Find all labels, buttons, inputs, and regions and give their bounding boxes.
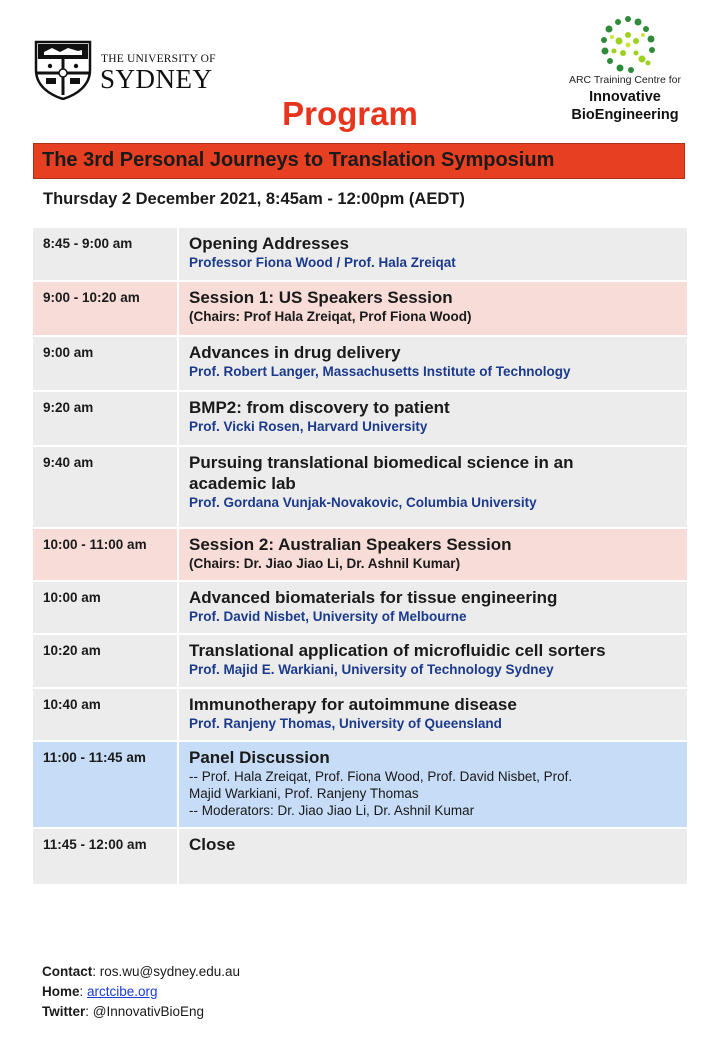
session-time: 9:00 am: [33, 337, 179, 390]
contact-footer: [42, 962, 240, 1022]
twitter-label: Twitter: [42, 1004, 86, 1019]
session-chairs: (Chairs: Dr. Jiao Jiao Li, Dr. Ashnil Kumar): [189, 556, 461, 571]
session-time: 9:20 am: [33, 392, 179, 445]
talk-title-line1: Pursuing translational biomedical science in an: [189, 453, 574, 472]
session-time: 10:40 am: [33, 689, 179, 740]
talk-title-line2: academic lab: [189, 474, 296, 493]
twitter-line: Twitter: @InnovativBioEng: [42, 1004, 205, 1019]
table-row: [33, 829, 687, 886]
table-row: [33, 582, 687, 635]
talk-title: BMP2: from discovery to patient: [189, 398, 450, 417]
session-title: Session 2: Australian Speakers Session: [189, 535, 512, 554]
talk-speaker: Prof. Vicki Rosen, Harvard University: [189, 419, 428, 434]
university-crest-icon: [34, 40, 92, 100]
session-time: 10:00 - 11:00 am: [33, 529, 179, 580]
session-time: 8:45 - 9:00 am: [33, 228, 179, 280]
table-row: [33, 447, 687, 529]
table-row: [33, 742, 687, 829]
arc-name-line2: BioEngineering: [571, 107, 679, 123]
talk-title: Immunotherapy for autoimmune disease: [189, 695, 517, 714]
panel-title: Panel Discussion: [189, 748, 330, 767]
table-row: [33, 228, 687, 282]
bioengineering-network-icon: [598, 15, 658, 77]
contact-label: Contact: [42, 964, 93, 979]
home-line: Home: arctcibe.org: [42, 984, 158, 999]
session-title: Opening Addresses: [189, 234, 349, 253]
table-row: [33, 392, 687, 447]
session-title: Session 1: US Speakers Session: [189, 288, 453, 307]
talk-speaker: Prof. Majid E. Warkiani, University of Technology Sydney: [189, 662, 554, 677]
arc-name-line1: Innovative: [589, 89, 661, 105]
talk-speaker: Prof. Robert Langer, Massachusetts Institute of Technology: [189, 364, 571, 379]
session-time: 9:00 - 10:20 am: [33, 282, 179, 335]
symposium-title: The 3rd Personal Journeys to Translation Symposium: [42, 149, 555, 171]
home-label: Home: [42, 984, 80, 999]
session-chairs: (Chairs: Prof Hala Zreiqat, Prof Fiona Wood): [189, 309, 472, 324]
home-link[interactable]: arctcibe.org: [87, 984, 158, 999]
panel-moderators: -- Moderators: Dr. Jiao Jiao Li, Dr. Ashnil Kumar: [189, 803, 475, 818]
university-name-line1: THE UNIVERSITY OF: [101, 53, 216, 65]
symposium-banner: [33, 143, 685, 179]
arc-caption: ARC Training Centre for: [568, 74, 682, 86]
page-title: Program: [282, 95, 418, 132]
session-time: 11:00 - 11:45 am: [33, 742, 179, 827]
program-table: [33, 228, 687, 886]
contact-email[interactable]: ros.wu@sydney.edu.au: [99, 964, 241, 979]
table-row: [33, 635, 687, 689]
session-time: 9:40 am: [33, 447, 179, 527]
session-time: 10:00 am: [33, 582, 179, 633]
talk-speaker: Prof. Ranjeny Thomas, University of Queensland: [189, 716, 502, 731]
twitter-handle[interactable]: @InnovativBioEng: [92, 1004, 205, 1019]
talk-title: Translational application of microfluidic cell sorters: [189, 641, 606, 660]
contact-line: Contact: ros.wu@sydney.edu.au: [42, 964, 241, 979]
session-speaker: Professor Fiona Wood / Prof. Hala Zreiqat: [189, 255, 456, 270]
session-time: 11:45 - 12:00 am: [33, 829, 179, 884]
session-title: Close: [189, 835, 236, 854]
event-date: Thursday 2 December 2021, 8:45am - 12:00pm (AEDT): [43, 190, 465, 208]
talk-speaker: Prof. Gordana Vunjak-Novakovic, Columbia University: [189, 495, 537, 510]
university-name-line2: SYDNEY: [100, 64, 213, 94]
session-time: 10:20 am: [33, 635, 179, 687]
table-row: [33, 282, 687, 337]
talk-title: Advances in drug delivery: [189, 343, 401, 362]
talk-title: Advanced biomaterials for tissue engineering: [189, 588, 558, 607]
table-row: [33, 529, 687, 582]
panel-members-line1: -- Prof. Hala Zreiqat, Prof. Fiona Wood, Prof. David Nisbet, Prof.: [189, 769, 573, 784]
talk-speaker: Prof. David Nisbet, University of Melbourne: [189, 609, 467, 624]
table-row: [33, 689, 687, 742]
panel-members-line2: Majid Warkiani, Prof. Ranjeny Thomas: [189, 786, 419, 801]
university-of-sydney-logo: [34, 40, 214, 102]
table-row: [33, 337, 687, 392]
